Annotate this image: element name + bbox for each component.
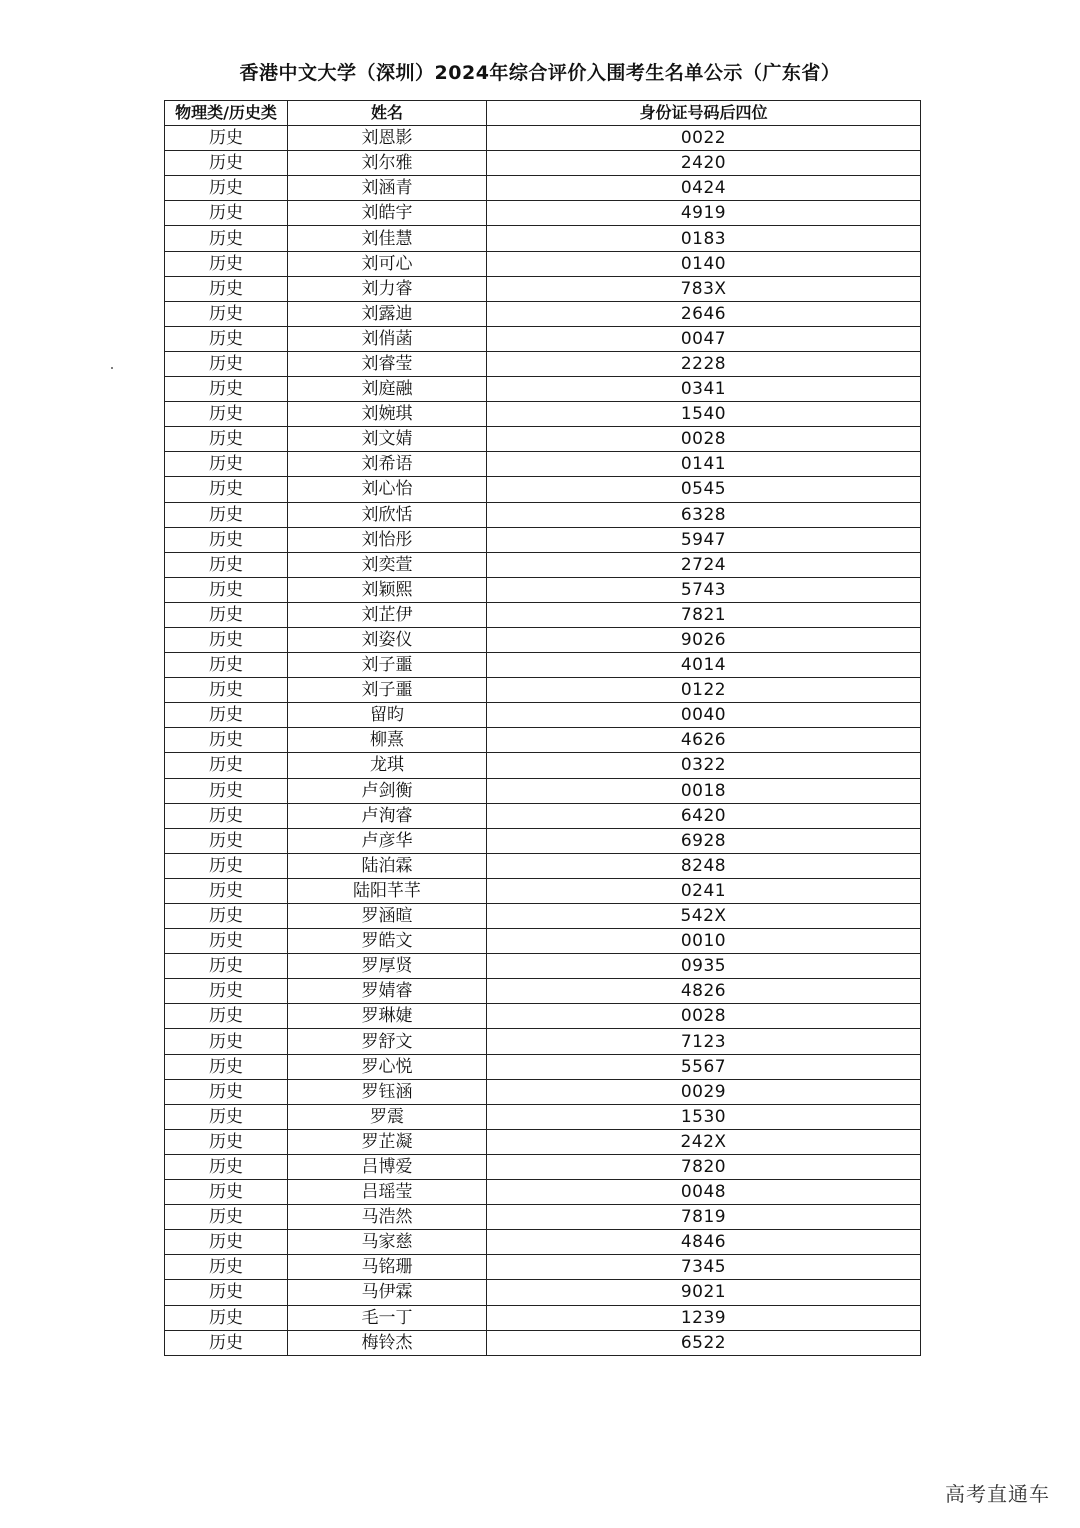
cell-category: 历史 xyxy=(165,151,288,176)
cell-category: 历史 xyxy=(165,477,288,502)
cell-name: 毛一丁 xyxy=(288,1305,487,1330)
cell-name: 罗涵暄 xyxy=(288,904,487,929)
cell-category: 历史 xyxy=(165,276,288,301)
cell-id-last4: 6522 xyxy=(487,1330,921,1355)
cell-name: 刘俏菡 xyxy=(288,326,487,351)
cell-category: 历史 xyxy=(165,427,288,452)
table-row xyxy=(165,402,921,427)
table-row xyxy=(165,878,921,903)
cell-id-last4: 0141 xyxy=(487,452,921,477)
cell-id-last4: 1530 xyxy=(487,1104,921,1129)
table-row xyxy=(165,1029,921,1054)
table-row xyxy=(165,226,921,251)
table-row xyxy=(165,1054,921,1079)
table-row xyxy=(165,653,921,678)
cell-id-last4: 2724 xyxy=(487,552,921,577)
cell-category: 历史 xyxy=(165,402,288,427)
cell-category: 历史 xyxy=(165,552,288,577)
cell-id-last4: 0040 xyxy=(487,703,921,728)
cell-name: 刘希语 xyxy=(288,452,487,477)
cell-category: 历史 xyxy=(165,226,288,251)
cell-name: 陆泊霖 xyxy=(288,853,487,878)
table-row xyxy=(165,828,921,853)
cell-category: 历史 xyxy=(165,979,288,1004)
cell-category: 历史 xyxy=(165,527,288,552)
table-row xyxy=(165,1280,921,1305)
candidate-table xyxy=(164,100,921,1356)
table-row xyxy=(165,627,921,652)
cell-id-last4: 0424 xyxy=(487,176,921,201)
table-row xyxy=(165,954,921,979)
table-row xyxy=(165,1079,921,1104)
cell-category: 历史 xyxy=(165,627,288,652)
cell-id-last4: 4014 xyxy=(487,653,921,678)
cell-name: 卢剑衡 xyxy=(288,778,487,803)
cell-name: 刘尔雅 xyxy=(288,151,487,176)
cell-name: 马铭珊 xyxy=(288,1255,487,1280)
cell-name: 刘怡彤 xyxy=(288,527,487,552)
cell-category: 历史 xyxy=(165,1004,288,1029)
cell-name: 刘睿莹 xyxy=(288,351,487,376)
cell-category: 历史 xyxy=(165,1054,288,1079)
cell-id-last4: 0241 xyxy=(487,878,921,903)
table-row xyxy=(165,853,921,878)
cell-name: 刘颖熙 xyxy=(288,577,487,602)
cell-category: 历史 xyxy=(165,452,288,477)
cell-category: 历史 xyxy=(165,602,288,627)
cell-category: 历史 xyxy=(165,1305,288,1330)
cell-name: 留昀 xyxy=(288,703,487,728)
cell-name: 罗婧睿 xyxy=(288,979,487,1004)
table-row xyxy=(165,452,921,477)
cell-category: 历史 xyxy=(165,828,288,853)
table-row xyxy=(165,1129,921,1154)
cell-name: 卢彦华 xyxy=(288,828,487,853)
cell-name: 刘欣恬 xyxy=(288,502,487,527)
table-row xyxy=(165,552,921,577)
cell-name: 吕博爱 xyxy=(288,1154,487,1179)
table-row xyxy=(165,502,921,527)
cell-category: 历史 xyxy=(165,201,288,226)
cell-id-last4: 4826 xyxy=(487,979,921,1004)
table-row xyxy=(165,126,921,151)
cell-name: 马浩然 xyxy=(288,1205,487,1230)
cell-name: 刘佳慧 xyxy=(288,226,487,251)
cell-category: 历史 xyxy=(165,1280,288,1305)
cell-category: 历史 xyxy=(165,377,288,402)
table-row xyxy=(165,477,921,502)
table-row xyxy=(165,577,921,602)
header-name: 姓名 xyxy=(288,101,487,126)
cell-category: 历史 xyxy=(165,1205,288,1230)
cell-category: 历史 xyxy=(165,954,288,979)
cell-category: 历史 xyxy=(165,1079,288,1104)
cell-name: 龙琪 xyxy=(288,753,487,778)
cell-id-last4: 0322 xyxy=(487,753,921,778)
table-row xyxy=(165,377,921,402)
table-row xyxy=(165,527,921,552)
cell-name: 刘婉琪 xyxy=(288,402,487,427)
cell-category: 历史 xyxy=(165,577,288,602)
cell-name: 刘露迪 xyxy=(288,301,487,326)
cell-category: 历史 xyxy=(165,502,288,527)
cell-name: 刘可心 xyxy=(288,251,487,276)
cell-id-last4: 0048 xyxy=(487,1180,921,1205)
cell-name: 刘文婧 xyxy=(288,427,487,452)
table-row xyxy=(165,678,921,703)
table-row xyxy=(165,427,921,452)
table-row xyxy=(165,1330,921,1355)
cell-category: 历史 xyxy=(165,1255,288,1280)
cell-id-last4: 783X xyxy=(487,276,921,301)
cell-name: 刘涵青 xyxy=(288,176,487,201)
cell-id-last4: 0935 xyxy=(487,954,921,979)
table-row xyxy=(165,176,921,201)
cell-id-last4: 7821 xyxy=(487,602,921,627)
cell-category: 历史 xyxy=(165,1230,288,1255)
cell-name: 吕瑶莹 xyxy=(288,1180,487,1205)
table-row xyxy=(165,151,921,176)
table-header-row xyxy=(165,101,921,126)
cell-category: 历史 xyxy=(165,728,288,753)
table-row xyxy=(165,301,921,326)
cell-name: 罗心悦 xyxy=(288,1054,487,1079)
cell-id-last4: 0028 xyxy=(487,427,921,452)
cell-name: 罗震 xyxy=(288,1104,487,1129)
cell-name: 罗芷凝 xyxy=(288,1129,487,1154)
cell-id-last4: 0545 xyxy=(487,477,921,502)
cell-category: 历史 xyxy=(165,929,288,954)
cell-id-last4: 0183 xyxy=(487,226,921,251)
cell-id-last4: 0047 xyxy=(487,326,921,351)
cell-category: 历史 xyxy=(165,753,288,778)
table-row xyxy=(165,728,921,753)
table-row xyxy=(165,326,921,351)
cell-id-last4: 0022 xyxy=(487,126,921,151)
table-row xyxy=(165,602,921,627)
cell-name: 罗皓文 xyxy=(288,929,487,954)
cell-name: 刘力睿 xyxy=(288,276,487,301)
cell-id-last4: 6328 xyxy=(487,502,921,527)
table-row xyxy=(165,929,921,954)
cell-category: 历史 xyxy=(165,126,288,151)
table-row xyxy=(165,1104,921,1129)
table-row xyxy=(165,904,921,929)
table-body xyxy=(165,126,921,1356)
cell-id-last4: 4846 xyxy=(487,1230,921,1255)
cell-name: 马家慈 xyxy=(288,1230,487,1255)
cell-name: 刘子噩 xyxy=(288,678,487,703)
cell-category: 历史 xyxy=(165,703,288,728)
cell-category: 历史 xyxy=(165,351,288,376)
cell-name: 刘奕萱 xyxy=(288,552,487,577)
cell-category: 历史 xyxy=(165,1104,288,1129)
cell-id-last4: 242X xyxy=(487,1129,921,1154)
cell-id-last4: 7820 xyxy=(487,1154,921,1179)
table-row xyxy=(165,753,921,778)
cell-id-last4: 9026 xyxy=(487,627,921,652)
cell-name: 刘庭融 xyxy=(288,377,487,402)
cell-category: 历史 xyxy=(165,1129,288,1154)
cell-id-last4: 6420 xyxy=(487,803,921,828)
cell-category: 历史 xyxy=(165,1154,288,1179)
cell-id-last4: 0140 xyxy=(487,251,921,276)
table-row xyxy=(165,703,921,728)
cell-id-last4: 1239 xyxy=(487,1305,921,1330)
cell-name: 马伊霖 xyxy=(288,1280,487,1305)
cell-category: 历史 xyxy=(165,803,288,828)
cell-category: 历史 xyxy=(165,853,288,878)
scan-speck xyxy=(111,367,113,369)
cell-name: 刘姿仪 xyxy=(288,627,487,652)
cell-id-last4: 0029 xyxy=(487,1079,921,1104)
cell-id-last4: 0010 xyxy=(487,929,921,954)
cell-id-last4: 542X xyxy=(487,904,921,929)
cell-id-last4: 2646 xyxy=(487,301,921,326)
cell-name: 柳熹 xyxy=(288,728,487,753)
cell-id-last4: 2420 xyxy=(487,151,921,176)
cell-category: 历史 xyxy=(165,326,288,351)
cell-category: 历史 xyxy=(165,251,288,276)
cell-id-last4: 0341 xyxy=(487,377,921,402)
header-category: 物理类/历史类 xyxy=(165,101,288,126)
cell-category: 历史 xyxy=(165,1180,288,1205)
table-row xyxy=(165,1154,921,1179)
cell-name: 刘芷伊 xyxy=(288,602,487,627)
cell-name: 刘恩影 xyxy=(288,126,487,151)
cell-name: 陆阳芊芊 xyxy=(288,878,487,903)
cell-id-last4: 5567 xyxy=(487,1054,921,1079)
table-row xyxy=(165,778,921,803)
cell-name: 罗舒文 xyxy=(288,1029,487,1054)
cell-name: 刘心怡 xyxy=(288,477,487,502)
cell-category: 历史 xyxy=(165,301,288,326)
cell-category: 历史 xyxy=(165,1029,288,1054)
cell-category: 历史 xyxy=(165,878,288,903)
cell-id-last4: 1540 xyxy=(487,402,921,427)
table-row xyxy=(165,1255,921,1280)
table-row xyxy=(165,1230,921,1255)
cell-name: 刘子噩 xyxy=(288,653,487,678)
cell-id-last4: 7345 xyxy=(487,1255,921,1280)
cell-id-last4: 2228 xyxy=(487,351,921,376)
cell-id-last4: 5743 xyxy=(487,577,921,602)
cell-id-last4: 4626 xyxy=(487,728,921,753)
table-row xyxy=(165,1180,921,1205)
watermark: 高考直通车 xyxy=(945,1482,1050,1506)
cell-category: 历史 xyxy=(165,1330,288,1355)
cell-name: 卢洵睿 xyxy=(288,803,487,828)
cell-id-last4: 0018 xyxy=(487,778,921,803)
table-row xyxy=(165,1004,921,1029)
cell-category: 历史 xyxy=(165,678,288,703)
cell-category: 历史 xyxy=(165,653,288,678)
table-row xyxy=(165,201,921,226)
table-row xyxy=(165,979,921,1004)
cell-name: 罗钰涵 xyxy=(288,1079,487,1104)
cell-id-last4: 9021 xyxy=(487,1280,921,1305)
cell-id-last4: 7819 xyxy=(487,1205,921,1230)
table-row xyxy=(165,803,921,828)
cell-name: 罗琳婕 xyxy=(288,1004,487,1029)
table-row xyxy=(165,1305,921,1330)
cell-category: 历史 xyxy=(165,778,288,803)
table-row xyxy=(165,251,921,276)
cell-name: 梅铃杰 xyxy=(288,1330,487,1355)
cell-category: 历史 xyxy=(165,904,288,929)
table-row xyxy=(165,1205,921,1230)
cell-id-last4: 0028 xyxy=(487,1004,921,1029)
cell-name: 刘皓宇 xyxy=(288,201,487,226)
table-row xyxy=(165,276,921,301)
cell-id-last4: 7123 xyxy=(487,1029,921,1054)
page-title: 香港中文大学（深圳）2024年综合评价入围考生名单公示（广东省） xyxy=(239,62,841,84)
header-id-last4: 身份证号码后四位 xyxy=(487,101,921,126)
cell-name: 罗厚贤 xyxy=(288,954,487,979)
cell-id-last4: 6928 xyxy=(487,828,921,853)
cell-id-last4: 8248 xyxy=(487,853,921,878)
cell-id-last4: 5947 xyxy=(487,527,921,552)
cell-id-last4: 0122 xyxy=(487,678,921,703)
cell-category: 历史 xyxy=(165,176,288,201)
cell-id-last4: 4919 xyxy=(487,201,921,226)
table-row xyxy=(165,351,921,376)
